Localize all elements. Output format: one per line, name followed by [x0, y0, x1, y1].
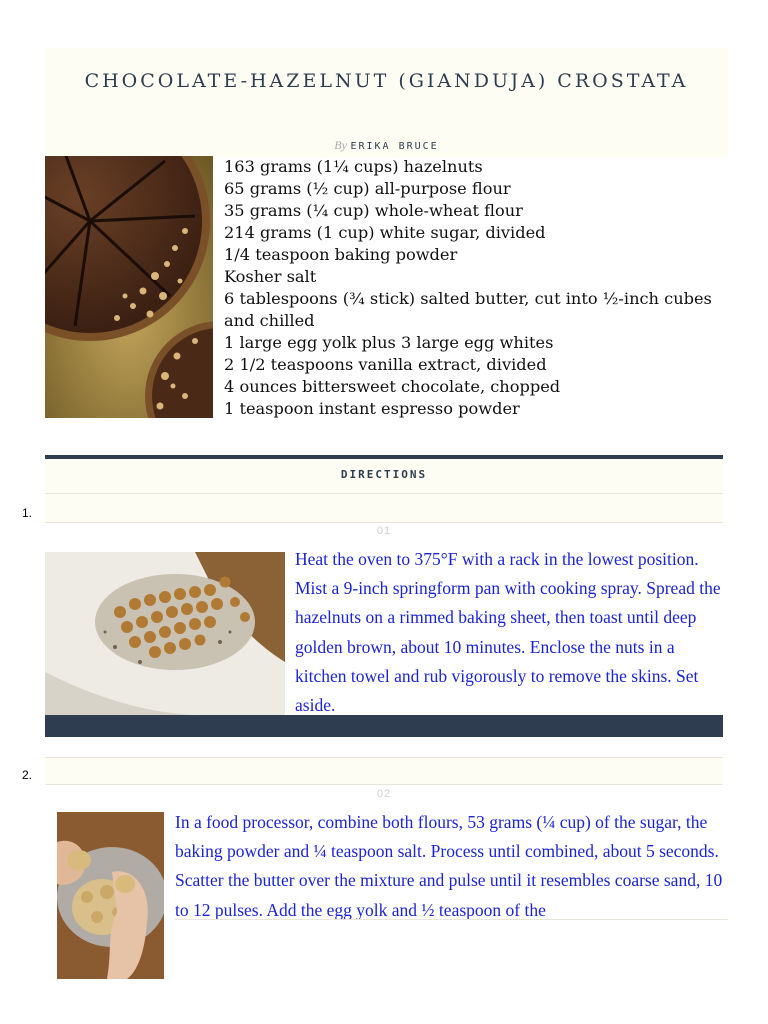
- ingredient-item: 1 large egg yolk plus 3 large egg whites: [224, 333, 554, 352]
- step-text: Heat the oven to 375°F with a rack in the lowest position. Mist a 9-inch springform pan with cooking spray. Spread the hazelnuts on a rimmed baking sheet, then toast until deep golden brown, about 10 minutes. Enclose the nuts in a kitchen towel and rub vigorously to remove the skins. Set aside.: [295, 549, 721, 716]
- step-text-container: [175, 808, 728, 920]
- recipe-title: CHOCOLATE-HAZELNUT (GIANDUJA) CROSTATA: [84, 70, 689, 92]
- ingredient-item: 2 1/2 teaspoons vanilla extract, divided: [224, 355, 547, 374]
- hazelnuts-towel-photo: [45, 552, 285, 715]
- step-text: In a food processor, combine both flours, 53 grams (¼ cup) of the sugar, the baking powder and ¼ teaspoon salt. Process until combined, about 5 seconds. Scatter the butter over the mixture and pulse until it resembles coarse sand, 10 to 12 pulses. Add the egg yolk and ½ teaspoon of the: [175, 812, 723, 920]
- ingredient-item: 35 grams (¼ cup) whole-wheat flour: [224, 201, 523, 220]
- step-divider-bar: [45, 715, 723, 737]
- byline-prefix: By: [334, 138, 347, 152]
- ingredient-item: 4 ounces bittersweet chocolate, chopped: [224, 377, 561, 396]
- crostata-photo: [45, 156, 213, 418]
- ingredient-item: 1 teaspoon instant espresso powder: [224, 399, 520, 418]
- ingredient-item: 163 grams (1¼ cups) hazelnuts: [224, 157, 483, 176]
- step-marker: 1.: [22, 506, 33, 520]
- ingredient-item: Kosher salt: [224, 267, 317, 286]
- step-band: [45, 757, 723, 785]
- ingredient-item: 65 grams (½ cup) all-purpose flour: [224, 179, 511, 198]
- byline: [45, 138, 728, 153]
- directions-label: DIRECTIONS: [340, 468, 428, 481]
- step-number: 02: [376, 788, 392, 800]
- ingredients-list: [224, 156, 734, 420]
- step-number: 01: [376, 525, 392, 537]
- ingredient-item: 6 tablespoons (¾ stick) salted butter, cut into ½-inch cubes and chilled: [224, 289, 712, 330]
- step-marker: 2.: [22, 768, 33, 782]
- dough-hands-photo: [57, 812, 164, 979]
- ingredient-item: 214 grams (1 cup) white sugar, divided: [224, 223, 546, 242]
- ingredient-item: 1/4 teaspoon baking powder: [224, 245, 458, 264]
- author-name[interactable]: ERIKA BRUCE: [350, 141, 439, 152]
- step-band: [45, 493, 723, 523]
